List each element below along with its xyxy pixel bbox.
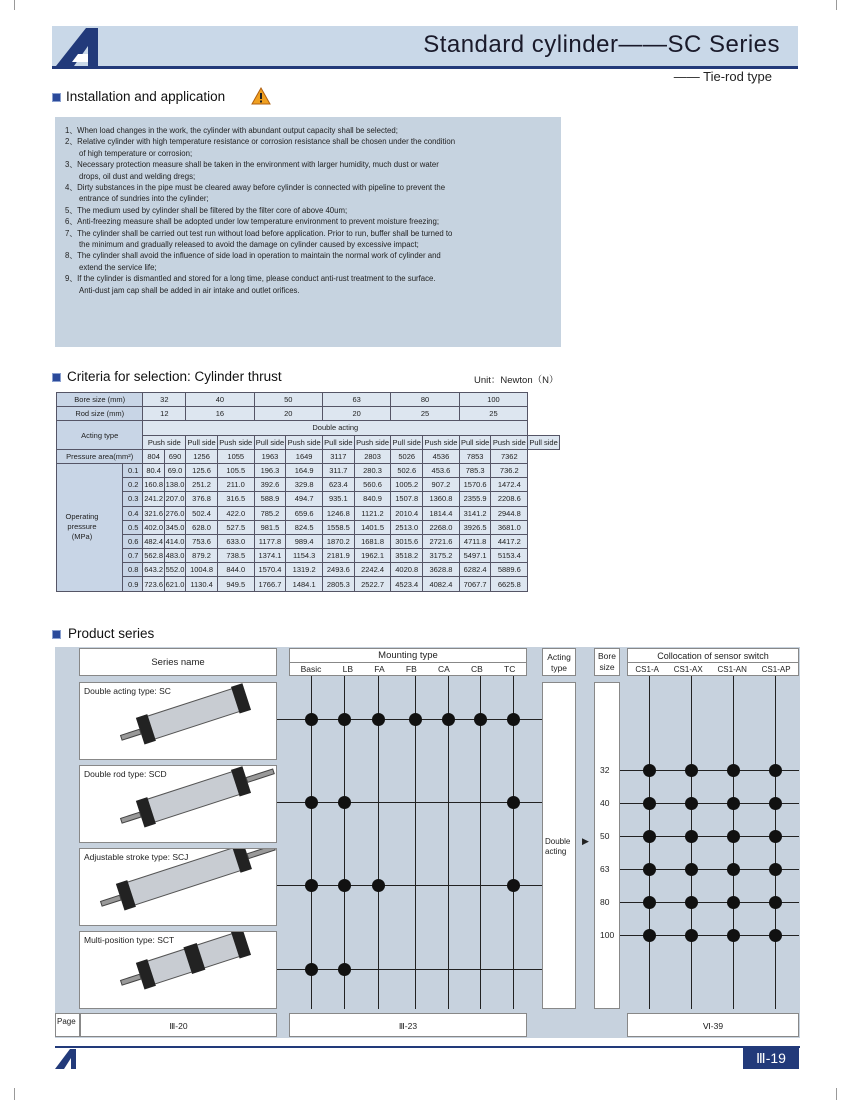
pull-side-label: Pull side [459, 435, 491, 449]
area-value: 1256 [186, 449, 218, 463]
pressure-value: 0.8 [123, 563, 143, 577]
thrust-value: 280.3 [354, 463, 391, 477]
page-ref: Ⅵ-39 [627, 1013, 799, 1037]
thrust-value: 527.5 [217, 520, 254, 534]
bore-value: 100 [459, 393, 527, 407]
availability-dot [372, 713, 385, 726]
cylinder-image [80, 932, 276, 1008]
thrust-value: 1130.4 [186, 577, 218, 591]
pressure-value: 0.1 [123, 463, 143, 477]
area-value: 3117 [322, 449, 354, 463]
push-side-label: Push side [286, 435, 323, 449]
thrust-value: 1570.4 [254, 563, 286, 577]
thrust-value: 402.0 [143, 520, 164, 534]
thrust-value: 949.5 [217, 577, 254, 591]
thrust-value: 552.0 [164, 563, 185, 577]
install-item: of high temperature or corrosion; [79, 148, 193, 158]
bore-size: 32 [600, 765, 610, 775]
thrust-value: 1507.8 [391, 492, 423, 506]
series-label: Multi-position type: SCT [84, 935, 175, 945]
thrust-value: 453.6 [423, 463, 460, 477]
thrust-value: 392.6 [254, 478, 286, 492]
install-item: 4、Dirty substances in the pipe must be cleared away before cylinder is connected with pipeline to prevent the [65, 183, 446, 193]
pressure-value: 0.4 [123, 506, 143, 520]
double-acting-label: Double acting [545, 837, 571, 856]
page-number: Ⅲ-19 [743, 1047, 799, 1069]
pressure-value: 0.6 [123, 534, 143, 548]
availability-dot [727, 764, 740, 777]
availability-dot [643, 797, 656, 810]
thrust-value: 164.9 [286, 463, 323, 477]
rod-value: 12 [143, 407, 186, 421]
thrust-value: 2513.0 [391, 520, 423, 534]
availability-dot [769, 830, 782, 843]
availability-dot [372, 879, 385, 892]
sensor-title: Collocation of sensor switch [628, 649, 798, 663]
acting-column [542, 682, 576, 1009]
thrust-value: 7067.7 [459, 577, 491, 591]
thrust-value: 1319.2 [286, 563, 323, 577]
thrust-value: 251.2 [186, 478, 218, 492]
mount-type-fb: FB [405, 664, 417, 674]
thrust-value: 1814.4 [423, 506, 460, 520]
thrust-heading: Criteria for selection: Cylinder thrust [67, 369, 282, 384]
thrust-value: 207.0 [164, 492, 185, 506]
area-value: 7362 [491, 449, 528, 463]
rod-value: 25 [459, 407, 527, 421]
pressure-value: 0.2 [123, 478, 143, 492]
bore-header: Bore size [594, 648, 620, 676]
thrust-value: 560.6 [354, 478, 391, 492]
thrust-value: 276.0 [164, 506, 185, 520]
availability-dot [305, 713, 318, 726]
push-side-label: Push side [354, 435, 391, 449]
availability-dot [507, 879, 520, 892]
pressure-value: 0.5 [123, 520, 143, 534]
footer-logo [54, 1046, 84, 1070]
series-label: Double rod type: SCD [84, 769, 167, 779]
thrust-value: 502.6 [391, 463, 423, 477]
mounting-title: Mounting type [290, 649, 526, 663]
bore-size: 100 [600, 930, 615, 940]
acting-header: Acting type [542, 648, 576, 676]
thrust-value: 3015.6 [391, 534, 423, 548]
rod-label: Rod size (mm) [57, 407, 143, 421]
cylinder-image [80, 766, 276, 842]
thrust-value: 105.5 [217, 463, 254, 477]
crop-mark [14, 0, 15, 10]
page-label: Page [55, 1013, 80, 1037]
bore-value: 50 [254, 393, 322, 407]
thrust-value: 1154.3 [286, 549, 323, 563]
thrust-value: 2805.3 [322, 577, 354, 591]
crop-mark [836, 1088, 837, 1100]
pressure-value: 0.3 [123, 492, 143, 506]
thrust-value: 1472.4 [491, 478, 528, 492]
bore-column [594, 682, 620, 1009]
availability-dot [685, 863, 698, 876]
thrust-value: 1401.5 [354, 520, 391, 534]
install-item: drops, oil dust and welding dregs; [79, 171, 196, 181]
availability-dot [727, 863, 740, 876]
thrust-value: 824.5 [286, 520, 323, 534]
thrust-value: 6625.8 [491, 577, 528, 591]
thrust-value: 1121.2 [354, 506, 391, 520]
install-item: entrance of sundries into the cylinder; [79, 194, 209, 204]
thrust-value: 311.7 [322, 463, 354, 477]
install-item: the minimum and gradually released to avoid the damage on cylinder caused by excessive impact; [79, 240, 419, 250]
availability-dot [685, 830, 698, 843]
product-heading: Product series [68, 626, 155, 641]
bore-value: 40 [186, 393, 254, 407]
rod-value: 16 [186, 407, 254, 421]
pull-side-label: Pull side [254, 435, 286, 449]
install-heading: Installation and application [66, 89, 226, 104]
thrust-value: 1570.6 [459, 478, 491, 492]
thrust-value: 376.8 [186, 492, 218, 506]
thrust-value: 844.0 [217, 563, 254, 577]
cylinder-image [80, 683, 276, 759]
thrust-value: 196.3 [254, 463, 286, 477]
availability-dot [338, 713, 351, 726]
page-title: Standard cylinder——SC Series [423, 31, 780, 58]
availability-dot [507, 713, 520, 726]
availability-dot [305, 796, 318, 809]
thrust-value: 3175.2 [423, 549, 460, 563]
thrust-value: 628.0 [186, 520, 218, 534]
thrust-value: 125.6 [186, 463, 218, 477]
crop-mark [14, 1088, 15, 1100]
push-side-label: Push side [217, 435, 254, 449]
install-item: 8、The cylinder shall avoid the influence of side load in operation to maintain the normal work of cylinder and [65, 251, 441, 261]
thrust-value: 621.0 [164, 577, 185, 591]
thrust-value: 1374.1 [254, 549, 286, 563]
thrust-value: 2355.9 [459, 492, 491, 506]
availability-dot [409, 713, 422, 726]
thrust-value: 1246.8 [322, 506, 354, 520]
install-item: 6、Anti-freezing measure shall be adopted under low temperature environment to prevent moisture freezing; [65, 217, 440, 227]
install-item: Anti-dust jam cap shall be added in air intake and outlet orifices. [79, 285, 300, 295]
availability-dot [727, 797, 740, 810]
thrust-value: 329.8 [286, 478, 323, 492]
section-bullet [52, 93, 61, 102]
bore-size: 40 [600, 798, 610, 808]
thrust-value: 981.5 [254, 520, 286, 534]
thrust-value: 483.0 [164, 549, 185, 563]
sensor-header [627, 648, 799, 676]
company-logo [54, 24, 116, 68]
availability-dot [305, 879, 318, 892]
availability-dot [769, 764, 782, 777]
availability-dot [338, 796, 351, 809]
thrust-value: 879.2 [186, 549, 218, 563]
install-item: 5、The medium used by cylinder shall be filtered by the filter core of above 40um; [65, 205, 348, 215]
push-side-label: Push side [491, 435, 528, 449]
thrust-value: 1360.8 [423, 492, 460, 506]
thrust-value: 723.6 [143, 577, 164, 591]
rod-value: 20 [322, 407, 390, 421]
bore-size: 50 [600, 831, 610, 841]
thrust-value: 69.0 [164, 463, 185, 477]
page-ref: Ⅲ-20 [80, 1013, 277, 1037]
pull-side-label: Pull side [322, 435, 354, 449]
thrust-value: 138.0 [164, 478, 185, 492]
install-item: 9、If the cylinder is dismantled and stored for a long time, please conduct anti-rust treatment to the surface. [65, 274, 436, 284]
bore-value: 63 [322, 393, 390, 407]
mount-type-fa: FA [374, 664, 385, 674]
area-value: 5026 [391, 449, 423, 463]
mount-type-cb: CB [471, 664, 483, 674]
thrust-value: 1177.8 [254, 534, 286, 548]
thrust-value: 1005.2 [391, 478, 423, 492]
thrust-value: 1766.7 [254, 577, 286, 591]
page-ref: Ⅲ-23 [289, 1013, 527, 1037]
pressure-value: 0.7 [123, 549, 143, 563]
unit-label: Unit：Newton（N） [474, 375, 559, 386]
pressure-value: 0.9 [123, 577, 143, 591]
availability-dot [685, 896, 698, 909]
thrust-value: 4523.4 [391, 577, 423, 591]
availability-dot [685, 764, 698, 777]
thrust-value: 4082.4 [423, 577, 460, 591]
mount-type-lb: LB [342, 664, 354, 674]
series-box [79, 765, 277, 843]
thrust-value: 494.7 [286, 492, 323, 506]
thrust-table [56, 392, 560, 592]
thrust-value: 2522.7 [354, 577, 391, 591]
acting-label: Acting type [57, 421, 143, 449]
pull-side-label: Pull side [528, 435, 560, 449]
mount-type-tc: TC [504, 664, 516, 674]
cylinder-image [80, 849, 276, 925]
availability-dot [338, 879, 351, 892]
mount-type-ca: CA [437, 664, 450, 674]
thrust-value: 935.1 [322, 492, 354, 506]
area-value: 2803 [354, 449, 391, 463]
rod-value: 25 [391, 407, 459, 421]
availability-dot [769, 896, 782, 909]
thrust-value: 753.6 [186, 534, 218, 548]
thrust-value: 785.2 [254, 506, 286, 520]
bore-size: 80 [600, 897, 610, 907]
thrust-value: 736.2 [491, 463, 528, 477]
thrust-value: 643.2 [143, 563, 164, 577]
operating-pressure-cell [57, 463, 123, 591]
availability-dot [643, 896, 656, 909]
area-value: 1963 [254, 449, 286, 463]
thrust-value: 562.8 [143, 549, 164, 563]
thrust-value: 1681.8 [354, 534, 391, 548]
crop-mark [836, 0, 837, 10]
bore-size: 63 [600, 864, 610, 874]
double-acting-label: Double acting [143, 421, 528, 435]
availability-dot [685, 929, 698, 942]
series-box [79, 682, 277, 760]
thrust-value: 3141.2 [459, 506, 491, 520]
sensor-cs1-an: CS1-AN [717, 665, 747, 674]
thrust-value: 6282.4 [459, 563, 491, 577]
thrust-value: 502.4 [186, 506, 218, 520]
thrust-value: 414.0 [164, 534, 185, 548]
mount-type-basic: Basic [300, 664, 322, 674]
area-value: 4536 [423, 449, 460, 463]
section-bullet [52, 630, 61, 639]
bore-value: 80 [391, 393, 459, 407]
availability-dot [643, 929, 656, 942]
availability-dot [769, 929, 782, 942]
thrust-value: 3681.0 [491, 520, 528, 534]
series-label: Adjustable stroke type: SCJ [84, 852, 189, 862]
footer-rule [55, 1046, 800, 1048]
install-item: 3、Necessary protection measure shall be taken in the environment with larger humidity, much dust or water [65, 160, 439, 170]
availability-dot [474, 713, 487, 726]
thrust-value: 840.9 [354, 492, 391, 506]
thrust-value: 211.0 [217, 478, 254, 492]
sensor-cs1-ap: CS1-AP [761, 665, 791, 674]
thrust-value: 2944.8 [491, 506, 528, 520]
area-label: Pressure area(mm²) [57, 449, 143, 463]
thrust-value: 907.2 [423, 478, 460, 492]
bore-label: Bore size (mm) [57, 393, 143, 407]
thrust-value: 623.4 [322, 478, 354, 492]
push-side-label: Push side [423, 435, 460, 449]
thrust-value: 321.6 [143, 506, 164, 520]
availability-dot [643, 764, 656, 777]
availability-dot [769, 863, 782, 876]
thrust-value: 5497.1 [459, 549, 491, 563]
install-panel [55, 117, 561, 347]
thrust-value: 633.0 [217, 534, 254, 548]
thrust-value: 2208.6 [491, 492, 528, 506]
thrust-value: 3628.8 [423, 563, 460, 577]
availability-dot [643, 863, 656, 876]
install-item: 7、The cylinder shall be carried out test run without load before application. Prior to run, buffer shall be turned to [65, 228, 453, 238]
thrust-value: 3926.5 [459, 520, 491, 534]
mounting-header [289, 648, 527, 676]
thrust-value: 482.4 [143, 534, 164, 548]
thrust-value: 3518.2 [391, 549, 423, 563]
install-item: 2、Relative cylinder with high temperature resistance or corrosion resistance shall be chosen under the condition [65, 137, 456, 147]
thrust-value: 4417.2 [491, 534, 528, 548]
series-box [79, 848, 277, 926]
sensor-cs1-a: CS1-A [635, 665, 659, 674]
thrust-value: 241.2 [143, 492, 164, 506]
pull-side-label: Pull side [391, 435, 423, 449]
thrust-value: 2493.6 [322, 563, 354, 577]
thrust-value: 2181.9 [322, 549, 354, 563]
thrust-value: 588.9 [254, 492, 286, 506]
warning-icon [251, 87, 271, 105]
thrust-value: 659.6 [286, 506, 323, 520]
availability-dot [442, 713, 455, 726]
availability-dot [727, 896, 740, 909]
thrust-value: 2268.0 [423, 520, 460, 534]
thrust-value: 2010.4 [391, 506, 423, 520]
sensor-cs1-ax: CS1-AX [673, 665, 703, 674]
availability-dot [338, 963, 351, 976]
thrust-value: 4020.8 [391, 563, 423, 577]
install-item: 1、When load changes in the work, the cylinder with abundant output capacity shall be selected; [65, 126, 398, 135]
thrust-value: 785.3 [459, 463, 491, 477]
thrust-value: 422.0 [217, 506, 254, 520]
push-side-label: Push side [143, 435, 186, 449]
area-value: 690 [164, 449, 185, 463]
area-value: 1055 [217, 449, 254, 463]
thrust-value: 1870.2 [322, 534, 354, 548]
availability-dot [507, 796, 520, 809]
thrust-value: 2721.6 [423, 534, 460, 548]
thrust-value: 1558.5 [322, 520, 354, 534]
availability-dot [643, 830, 656, 843]
thrust-value: 345.0 [164, 520, 185, 534]
operating-pressure-label: Operating pressure (MPa) [65, 512, 99, 542]
area-value: 7853 [459, 449, 491, 463]
page-subtitle: —— Tie-rod type [673, 69, 772, 84]
availability-dot [685, 797, 698, 810]
arrow-icon: ▶ [582, 836, 589, 846]
thrust-value: 5153.4 [491, 549, 528, 563]
rod-value: 20 [254, 407, 322, 421]
thrust-value: 1484.1 [286, 577, 323, 591]
availability-dot [305, 963, 318, 976]
thrust-value: 1004.8 [186, 563, 218, 577]
section-bullet [52, 373, 61, 382]
thrust-value: 80.4 [143, 463, 164, 477]
thrust-value: 5889.6 [491, 563, 528, 577]
series-name-header: Series name [79, 648, 277, 676]
thrust-value: 4711.8 [459, 534, 491, 548]
bore-value: 32 [143, 393, 186, 407]
thrust-value: 2242.4 [354, 563, 391, 577]
area-value: 1649 [286, 449, 323, 463]
install-item: extend the service life; [79, 262, 157, 272]
thrust-value: 738.5 [217, 549, 254, 563]
thrust-value: 989.4 [286, 534, 323, 548]
pull-side-label: Pull side [186, 435, 218, 449]
thrust-value: 316.5 [217, 492, 254, 506]
series-label: Double acting type: SC [84, 686, 171, 696]
availability-dot [727, 830, 740, 843]
availability-dot [727, 929, 740, 942]
thrust-value: 1962.1 [354, 549, 391, 563]
series-box [79, 931, 277, 1009]
availability-dot [769, 797, 782, 810]
area-value: 804 [143, 449, 164, 463]
thrust-value: 160.8 [143, 478, 164, 492]
